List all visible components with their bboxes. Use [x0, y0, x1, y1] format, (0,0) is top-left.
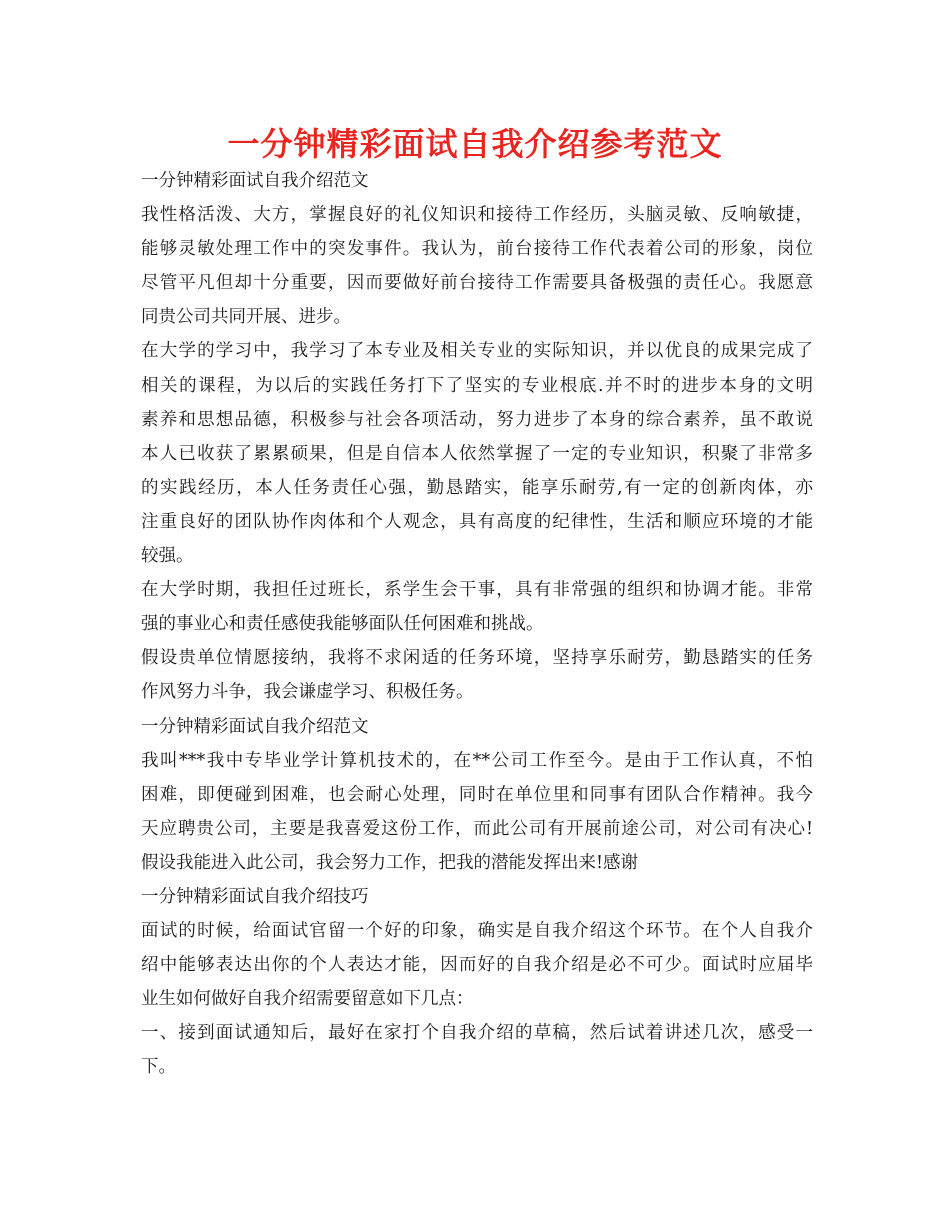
text-line: 困难，即便碰到困难，也会耐心处理，同时在单位里和同事有团队合作精神。我今	[141, 784, 813, 805]
text-line: 同贵公司共同开展、进步。	[141, 307, 351, 328]
document-body	[141, 164, 813, 1085]
text-line: 一、接到面试通知后，最好在家打个自我介绍的草稿，然后试着讲述几次，感受一	[141, 1023, 813, 1044]
text-line: 本人已收获了累累硕果，但是自信本人依然掌握了一定的专业知识，积聚了非常多	[141, 443, 813, 464]
text-line: 绍中能够表达出你的个人表达才能，因而好的自我介绍是必不可少。面试时应届毕	[141, 955, 813, 976]
text-line: 业生如何做好自我介绍需要留意如下几点：	[141, 989, 474, 1010]
text-line: 能够灵敏处理工作中的突发事件。我认为，前台接待工作代表着公司的形象，岗位	[141, 239, 813, 260]
text-line: 天应聘贵公司，主要是我喜爱这份工作，而此公司有开展前途公司，对公司有决心!	[141, 818, 813, 839]
text-line: 我性格活泼、大方，掌握良好的礼仪知识和接待工作经历，头脑灵敏、反响敏捷，	[141, 205, 813, 226]
text-line: 注重良好的团队协作肉体和个人观念，具有高度的纪律性，生活和顺应环境的才能	[141, 511, 813, 532]
text-line: 素养和思想品德，积极参与社会各项活动，努力进步了本身的综合素养，虽不敢说	[141, 409, 813, 430]
text-line: 假设我能进入此公司，我会努力工作，把我的潜能发挥出来!感谢	[141, 852, 639, 873]
text-line: 强的事业心和责任感使我能够面队任何困难和挑战。	[141, 614, 544, 635]
text-line: 我叫***我中专毕业学计算机技术的，在**公司工作至今。是由于工作认真，不怕	[141, 750, 813, 771]
text-line: 较强。	[141, 546, 194, 567]
document-title: 一分钟精彩面试自我介绍参考范文	[227, 125, 723, 163]
text-line: 相关的课程，为以后的实践任务打下了坚实的专业根底.并不时的进步本身的文明	[141, 375, 813, 396]
text-line: 一分钟精彩面试自我介绍范文	[141, 171, 369, 191]
text-line: 下。	[141, 1057, 176, 1078]
text-line: 作风努力斗争，我会谦虚学习、积极任务。	[141, 682, 474, 703]
text-line: 在大学的学习中，我学习了本专业及相关专业的实际知识，并以优良的成果完成了	[141, 341, 813, 362]
text-line: 一分钟精彩面试自我介绍范文	[141, 716, 369, 737]
text-line: 一分钟精彩面试自我介绍技巧	[141, 886, 369, 907]
text-line: 的实践经历，本人任务责任心强，勤恳踏实，能享乐耐劳,有一定的创新肉体，亦	[141, 477, 813, 498]
text-line: 在大学时期，我担任过班长，系学生会干事，具有非常强的组织和协调才能。非常	[141, 580, 813, 601]
text-line: 假设贵单位情愿接纳，我将不求闲适的任务环境，坚持享乐耐劳，勤恳踏实的任务	[141, 648, 813, 669]
text-line: 面试的时候，给面试官留一个好的印象，确实是自我介绍这个环节。在个人自我介	[141, 921, 813, 942]
text-line: 尽管平凡但却十分重要，因而要做好前台接待工作需要具备极强的责任心。我愿意	[141, 273, 813, 294]
